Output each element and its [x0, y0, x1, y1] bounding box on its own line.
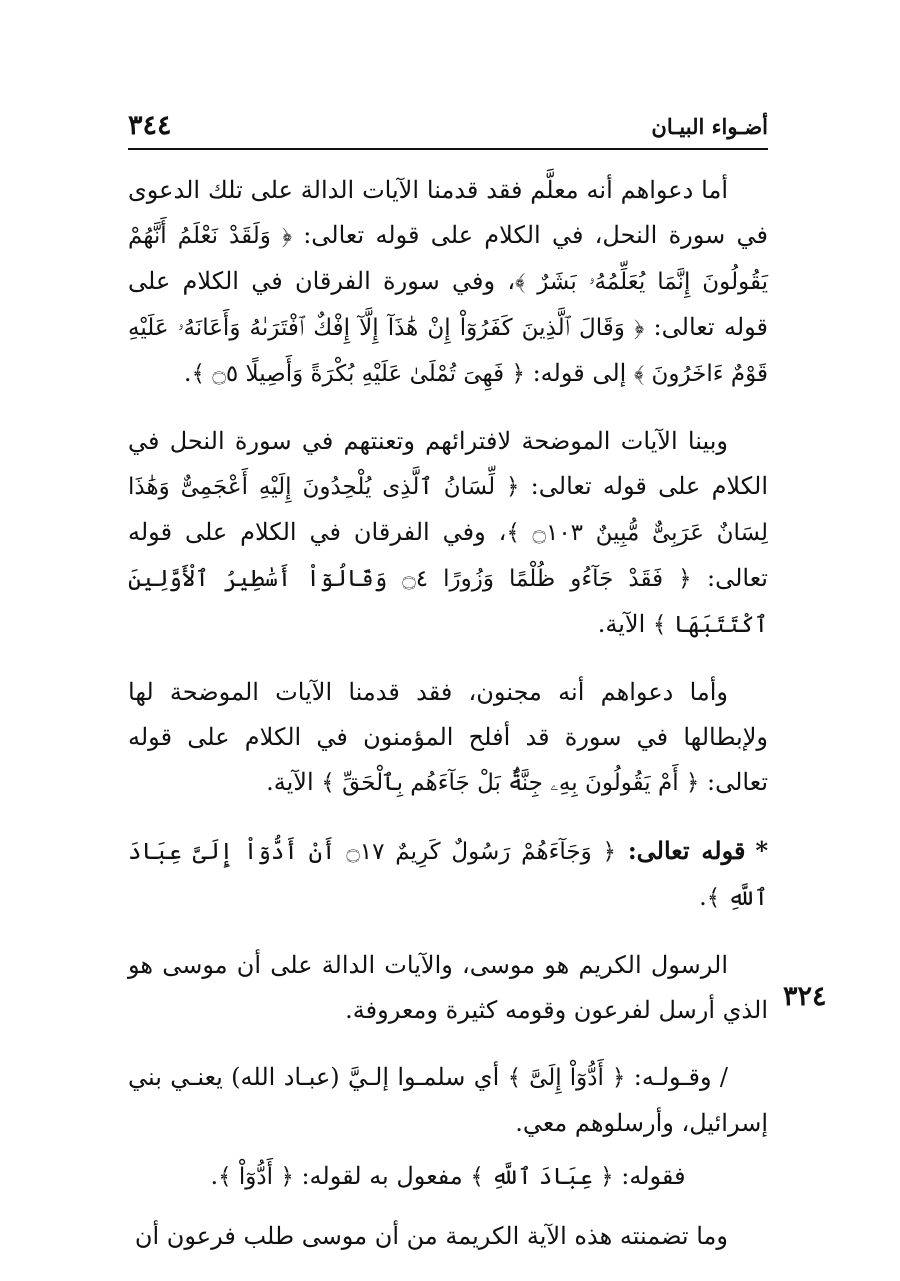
text-run: أما دعواهم أنه معلَّم فقد قدمنا الآيات الدالة على تلك الدعوى في سورة النحل، في الكلام على قوله تعالى: [128, 176, 768, 249]
text-run: ، وفي سورة الفرقان في الكلام على قوله تعالى: [128, 267, 768, 341]
paragraph-7 [128, 1154, 768, 1200]
paragraph-3 [128, 670, 768, 806]
quran-verse: ﴿ فَقَدْ جَآءُو ظُلْمًا وَزُورًا ۝٤ وَقَالُوٓاْ أَسَٰطِيرُ ٱلْأَوَّلِينَ ٱكْتَتَبَهَا ﴾ [128, 566, 768, 638]
text-run: وما تضمنته هذه الآية الكريمة من أن موسى طلب فرعون أن [134, 1222, 728, 1250]
quran-verse: ﴿ أَدُّوٓاْ إِلَىَّ ﴾ [507, 1065, 626, 1091]
text-run: الرسول الكريم هو موسى، والآيات الدالة على أن موسى هو الذي أرسل لفرعون وقومه كثيرة ومعروفة. [128, 951, 768, 1024]
quran-verse: ﴿ فَهِىَ تُمْلَىٰ عَلَيْهِ بُكْرَةً وَأَصِيلًا ۝٥ ﴾ [191, 361, 525, 387]
lead-text: قوله تعالى: [616, 836, 746, 865]
page-number: ٣٤٤ [128, 110, 172, 141]
text-run: فقوله: [613, 1162, 686, 1190]
text-run: . [210, 1162, 219, 1190]
paragraph-6 [128, 1055, 768, 1146]
text-run: . [699, 883, 707, 911]
quran-verse: ﴿ أَدُّوٓاْ ﴾ [218, 1164, 294, 1190]
text-run: إلى قوله: [524, 359, 634, 387]
text-run: الآية. [266, 768, 322, 796]
quran-verse: ﴿ عِبَادَ ٱللَّهِ ﴾ [470, 1164, 614, 1190]
text-run: / وقـولـه: [625, 1063, 728, 1091]
page-body [128, 168, 768, 1281]
text-run: الآية. [597, 610, 653, 638]
text-run: وأما دعواهم أنه مجنون، فقد قدمنا الآيات الموضحة لها ولإبطالها في سورة قد أفلح المؤمنون في الكلام على قوله تعالى: [128, 678, 768, 796]
margin-reference-number: ٣٢٤ [783, 981, 827, 1012]
quran-verse: ﴿ وَجَآءَهُمْ رَسُولٌ كَرِيمٌ ۝١٧ أَنْ أَدُّوٓاْ إِلَىَّ عِبَادَ ٱللَّهِ ﴾ [128, 839, 768, 911]
paragraph-2 [128, 419, 768, 648]
quran-verse: ﴿ وَلَقَدْ نَعْلَمُ أَنَّهُمْ يَقُولُونَ إِنَّمَا يُعَلِّمُهُۥ بَشَرٌ ﴾ [128, 223, 768, 295]
paragraph-4-verse-heading [128, 828, 768, 921]
paragraph-8 [128, 1214, 768, 1259]
text-run: أي سلمـوا إلـيَّ (عبـاد الله) يعنـي بني إسرائيل، وأرسلوهم معي. [128, 1063, 768, 1137]
book-title: أضـواء البيـان [651, 114, 768, 139]
quran-verse: ﴿ وَقَالَ ٱلَّذِينَ كَفَرُوٓاْ إِنْ هَٰذَآ إِلَّآ إِفْكٌ ٱفْتَرَىٰهُ وَأَعَانَهُۥ عَلَيْهِ قَوْمٌ ءَاخَرُونَ ﴾ [128, 315, 768, 387]
text-run: وبينا الآيات الموضحة لافترائهم وتعنتهم في سورة النحل في الكلام على قوله تعالى: [128, 427, 768, 500]
text-run: . [183, 359, 192, 387]
paragraph-5 [128, 943, 768, 1033]
text-run: مفعول به لقوله: [293, 1162, 471, 1190]
paragraph-1 [128, 168, 768, 397]
running-header [128, 112, 768, 150]
quran-verse: ﴿ لِّسَانُ ٱلَّذِى يُلْحِدُونَ إِلَيْهِ أَعْجَمِىٌّ وَهَٰذَا لِسَانٌ عَرَبِىٌّ مُّبِينٌ ۝١٠٣ ﴾ [128, 474, 768, 546]
quran-verse: ﴿ أَمْ يَقُولُونَ بِهِۦ جِنَّةٌۢ بَلْ جَآءَهُم بِٱلْحَقِّ ﴾ [321, 770, 700, 796]
star-marker: * [755, 836, 769, 865]
text-run: ، وفي الفرقان في الكلام على قوله تعالى: [128, 518, 768, 592]
